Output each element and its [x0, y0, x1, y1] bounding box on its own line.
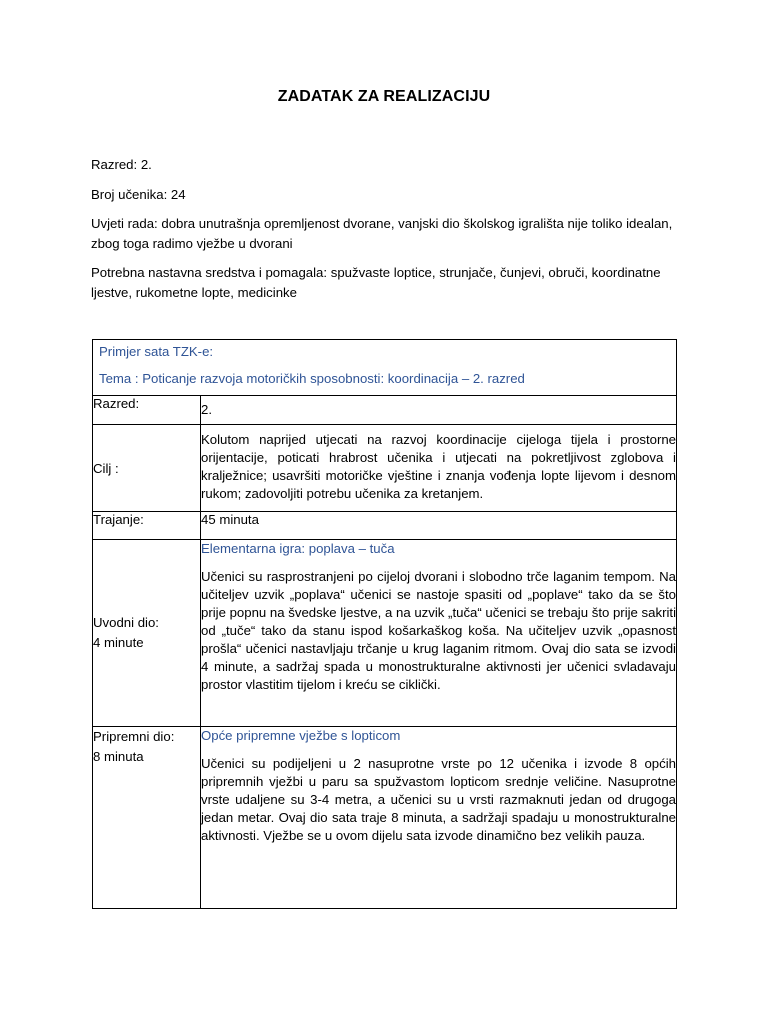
uvodni-label: Uvodni dio:: [93, 615, 159, 630]
table-header-theme: Tema : Poticanje razvoja motoričkih sposobnosti: koordinacija – 2. razred: [99, 371, 525, 386]
table-header-row: [93, 340, 677, 396]
table-row-cilj: [93, 425, 677, 512]
intro-uvjeti-rada: Uvjeti rada: dobra unutrašnja opremljenost dvorane, vanjski dio školskog igrališta nije toliko idealan, zbog toga radimo vježbe u dvorani: [91, 216, 673, 251]
uvodni-text: Učenici su rasprostranjeni po cijeloj dvorani i slobodno trče laganim tempom. Na učiteljev uzvik „poplava“ učenici se nastoje spasiti od „poplave“ tako da se što prije popnu na švedske ljestve, a na uzvik „tuča“ učenici se trebaju što prije sakriti od „tuče“ tako da stanu ispod košarkaškog koša. Na učiteljev uzvik „opasnost prošla“ učenici nastavljaju trčanje u krug laganim ritmom. Ovaj dio sata se izvodi 4 minute, a sadržaj spada u monostrukturalne aktivnosti jer učenici svladavaju prostor vlastitim tijelom i kreću se ciklički.: [201, 569, 676, 692]
pripremni-label: Pripremni dio:: [93, 729, 175, 744]
pripremni-text: Učenici su podijeljeni u 2 nasuprotne vrste po 12 učenika i izvode 8 općih pripremnih vježbi u paru sa spužvastom lopticom srednje veličine. Nasuprotne vrste udaljene su 3-4 metra, a učenici su u vrsti razmaknuti jedan od drugoga jedan metar. Ovaj dio sata traje 8 minuta, a sadržaji spadaju u monostrukturalne aktivnosti. Vježbe se u ovom dijelu sata izvode dinamično bez velikih pauza.: [201, 756, 676, 843]
table-header-line-1: Primjer sata TZK-e:: [99, 344, 214, 359]
lesson-plan-table: [92, 339, 677, 909]
razred-value: 2.: [201, 402, 212, 417]
cilj-label: Cilj :: [93, 460, 119, 476]
trajanje-value: 45 minuta: [201, 512, 259, 527]
pripremni-duration: 8 minuta: [93, 749, 144, 764]
razred-label: Razred:: [93, 396, 140, 411]
trajanje-label: Trajanje:: [93, 512, 144, 527]
table-row-uvodni-dio: [93, 540, 677, 727]
intro-nastavna-sredstva: Potrebna nastavna sredstva i pomagala: spužvaste loptice, strunjače, čunjevi, obruči, koordinatne ljestve, rukometne lopte, medicinke: [91, 265, 661, 300]
table-row-pripremni-dio: [93, 727, 677, 909]
intro-broj-ucenika: Broj učenika: 24: [91, 187, 186, 202]
table-row-trajanje: [93, 512, 677, 540]
uvodni-duration: 4 minute: [93, 635, 144, 650]
cilj-value: Kolutom naprijed utjecati na razvoj koordinacije cijeloga tijela i prostorne orijentacije, poticati hrabrost učenika i utjecati na pokretljivost zglobova i kralježnice; usavršiti motoričke vještine i znanja vođenja lopte lijevom i desnom rukom; zadovoljiti potrebu učenika za kretanjem.: [201, 432, 676, 501]
intro-razred: Razred: 2.: [91, 157, 152, 172]
table-row-razred: [93, 396, 677, 425]
uvodni-title: Elementarna igra: poplava – tuča: [201, 541, 395, 556]
pripremni-title: Opće pripremne vježbe s lopticom: [201, 728, 401, 743]
document-title: ZADATAK ZA REALIZACIJU: [277, 88, 491, 105]
